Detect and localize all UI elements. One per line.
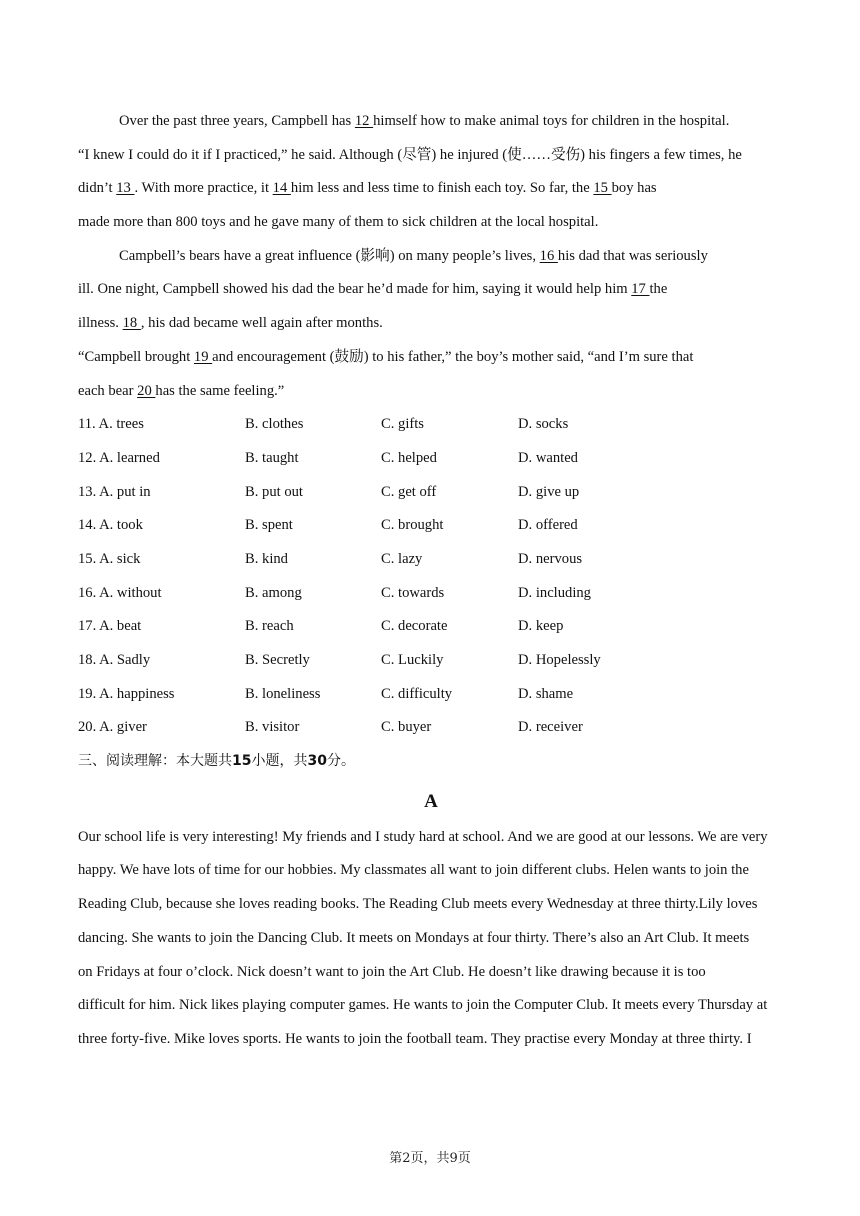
option-c: C. gifts	[381, 416, 424, 433]
option-d: D. wanted	[518, 449, 578, 466]
option-a: 18. A. Sadly	[78, 652, 151, 668]
option-c: C. Luckily	[381, 652, 444, 668]
question-options-11	[78, 408, 784, 442]
reading-line: difficult for him. Nick likes playing computer games. He wants to join the Computer Club. It meets every Thursday at	[78, 997, 768, 1014]
blank-18: 18	[122, 315, 141, 332]
option-b: B. Secretly	[245, 652, 310, 668]
blank-19: 19	[193, 348, 213, 365]
option-c: C. decorate	[381, 618, 448, 635]
passage-line	[78, 172, 784, 206]
blank-17: 17	[631, 281, 650, 298]
question-options-16	[78, 577, 784, 611]
option-c: C. brought	[381, 517, 444, 534]
reading-line: dancing. She wants to join the Dancing Club. It meets on Mondays at four thirty. There’s also an Art Club. It meets	[78, 929, 750, 946]
option-b: B. visitor	[245, 719, 300, 736]
option-b: B. kind	[245, 550, 288, 567]
option-d: D. shame	[518, 685, 574, 702]
passage-line	[78, 341, 784, 375]
text-run: boy has	[611, 180, 657, 197]
option-c: C. lazy	[381, 550, 423, 567]
option-a: 17. A. beat	[78, 618, 142, 635]
question-options-14	[78, 509, 784, 543]
text-run: 三、阅读理解：本大题共	[78, 753, 232, 770]
text-run: “I knew I could do it if I practiced,” he said. Although (尽管) he injured (使……受伤) his fingers a few times, he	[78, 146, 742, 163]
reading-line: three forty-five. Mike loves sports. He wants to join the football team. They practise every Monday at three thirty. I	[78, 1030, 752, 1047]
option-d: D. give up	[518, 483, 580, 500]
option-d: D. nervous	[518, 550, 583, 567]
question-options-15	[78, 543, 784, 577]
question-options-20	[78, 711, 784, 745]
option-a: 20. A. giver	[78, 719, 147, 736]
option-b: B. spent	[245, 517, 293, 534]
text-run: his dad that was seriously	[557, 247, 708, 264]
text-run: each bear	[78, 382, 138, 399]
text-run: illness.	[78, 315, 123, 332]
text-run: made more than 800 toys and he gave many of them to sick children at the local hospital.	[78, 214, 599, 231]
text-run: Over the past three years, Campbell has	[119, 113, 355, 129]
option-b: B. among	[245, 584, 302, 601]
option-d: D. receiver	[518, 719, 583, 736]
blank-14: 14	[272, 180, 291, 197]
option-b: B. reach	[245, 618, 294, 635]
option-d: D. keep	[518, 618, 564, 635]
option-c: C. helped	[381, 449, 437, 466]
passage-line	[78, 139, 784, 173]
text-run: ill. One night, Campbell showed his dad the bear he’d made for him, saying it would help him	[78, 281, 632, 298]
score-total: 30	[307, 753, 327, 770]
option-a: 16. A. without	[78, 584, 162, 601]
option-a: 13. A. put in	[78, 483, 151, 500]
question-options-19	[78, 678, 784, 712]
passage-line	[78, 375, 784, 409]
option-b: B. put out	[245, 483, 303, 500]
reading-line: happy. We have lots of time for our hobbies. My classmates all want to join different clubs. Helen wants to join the	[78, 862, 749, 879]
text-run: him less and less time to finish each toy. So far, the	[290, 180, 594, 197]
question-options-13	[78, 476, 784, 510]
passage-line	[78, 240, 784, 274]
reading-line: on Fridays at four o’clock. Nick doesn’t want to join the Art Club. He doesn’t like drawing because it is too	[78, 963, 706, 980]
passage-line	[78, 273, 784, 307]
question-options-12	[78, 442, 784, 476]
option-b: B. clothes	[245, 416, 304, 433]
page-content	[78, 105, 784, 1057]
blank-16: 16	[539, 247, 558, 264]
question-options-17	[78, 610, 784, 644]
question-options-18	[78, 644, 784, 678]
option-a: 11. A. trees	[78, 416, 144, 433]
option-d: D. socks	[518, 416, 569, 433]
passage-letter: A	[424, 790, 438, 812]
option-c: C. buyer	[381, 719, 432, 736]
text-run: . With more practice, it	[134, 180, 273, 197]
text-run: “Campbell brought	[78, 348, 194, 365]
option-a: 14. A. took	[78, 517, 143, 534]
blank-20: 20	[137, 382, 156, 399]
text-run: and encouragement (鼓励) to his father,” the boy’s mother said, “and I’m sure that	[212, 348, 694, 365]
text-run: has the same feeling.”	[155, 382, 285, 399]
option-c: C. difficulty	[381, 685, 453, 702]
text-run: 分。	[326, 753, 355, 770]
option-b: B. taught	[245, 449, 299, 466]
text-run: 小题，共	[251, 753, 308, 770]
passage-line	[78, 206, 784, 240]
question-count: 15	[232, 753, 252, 770]
option-a: 19. A. happiness	[78, 685, 175, 702]
text-run: himself how to make animal toys for children in the hospital.	[373, 113, 730, 129]
blank-12: 12	[354, 113, 374, 129]
option-d: D. including	[518, 584, 591, 601]
blank-15: 15	[593, 180, 612, 197]
option-d: D. Hopelessly	[518, 652, 601, 668]
text-run: didn’t	[78, 180, 117, 197]
reading-line: Reading Club, because she loves reading books. The Reading Club meets every Wednesday at three thirty.Lily loves	[78, 896, 758, 913]
option-a: 15. A. sick	[78, 550, 141, 567]
text-run: the	[649, 281, 668, 298]
option-d: D. offered	[518, 517, 578, 534]
option-b: B. loneliness	[245, 685, 321, 702]
page-footer: 第2页，共9页	[389, 1151, 471, 1166]
option-a: 12. A. learned	[78, 449, 160, 466]
option-c: C. get off	[381, 483, 437, 500]
blank-13: 13	[116, 180, 135, 197]
option-c: C. towards	[381, 584, 445, 601]
section-heading	[78, 745, 784, 779]
text-run: Campbell’s bears have a great influence (影响) on many people’s lives,	[119, 247, 540, 264]
text-run: , his dad became well again after months.	[140, 315, 383, 332]
reading-line: Our school life is very interesting! My friends and I study hard at school. And we are good at our lessons. We are very	[78, 828, 768, 845]
passage-line	[78, 105, 784, 139]
passage-line	[78, 307, 784, 341]
